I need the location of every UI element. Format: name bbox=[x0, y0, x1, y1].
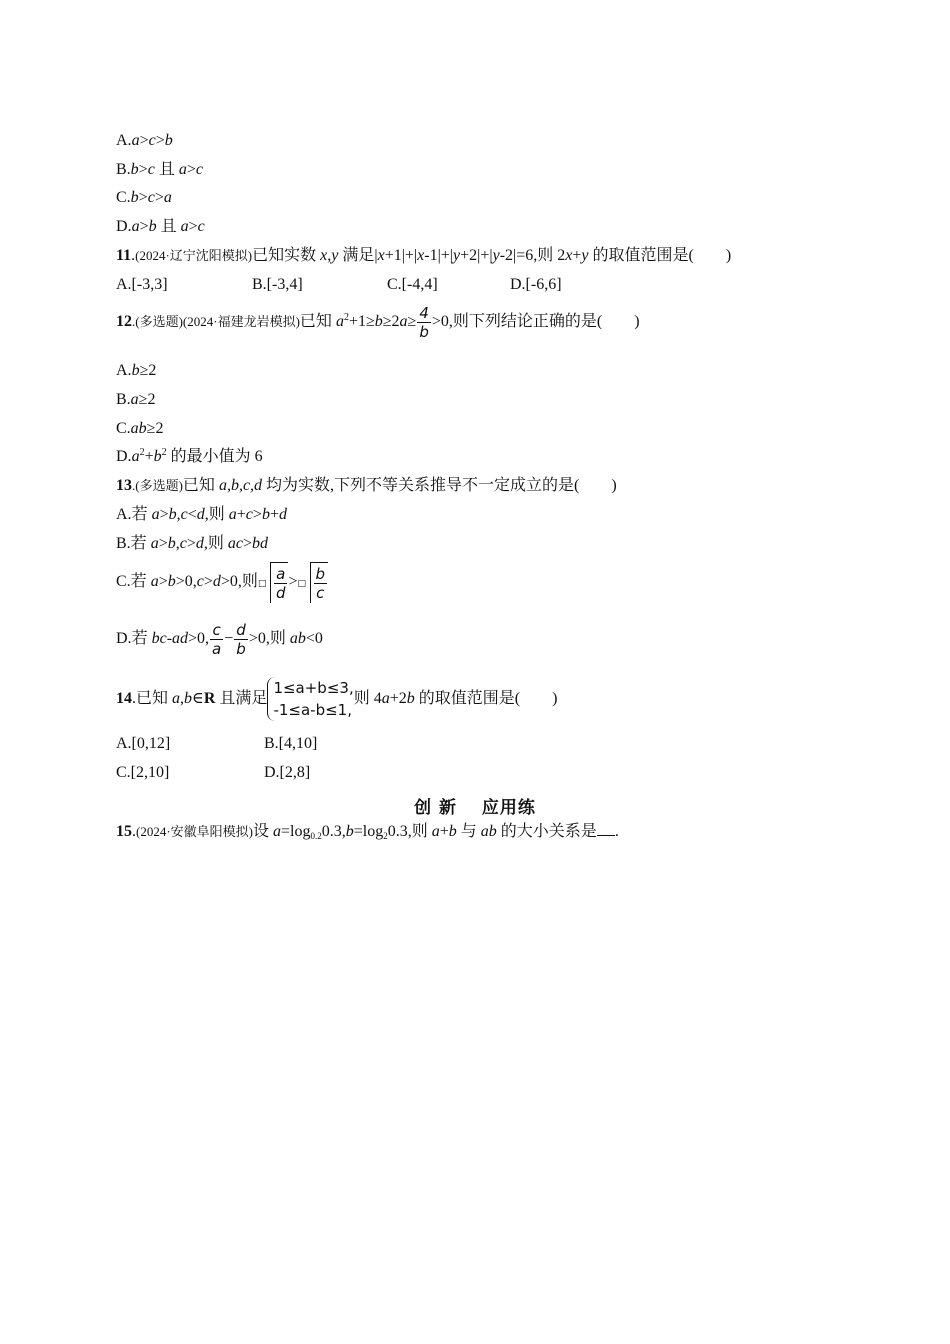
q12-option-c[interactable]: C.ab≥2 bbox=[116, 420, 164, 437]
q13-number: 13 bbox=[116, 477, 132, 494]
q13-option-c[interactable]: C.若 a>b>0,c>d>0,则 □ $\frac{a}{d}$ > □ $\frac{b}{c}$ bbox=[116, 562, 328, 603]
q10-option-a[interactable]: A.a>c>b bbox=[116, 132, 173, 149]
q12-option-a[interactable]: A.b≥2 bbox=[116, 362, 157, 379]
q11-option-d[interactable]: D.[-6,6] bbox=[510, 276, 562, 293]
q13-option-d[interactable]: D.若 bc-ad>0, $\frac{c}{a}$ − $\frac{d}{b}$ >0,则 ab<0 bbox=[116, 620, 323, 658]
q12-fraction: $\frac{4}{b}$ bbox=[419, 304, 429, 341]
q15-stem: 15.(2024·安徽阜阳模拟)设 $a=\log_{0.2}0.3,b=\log_20.3$,则 a+b 与 ab 的大小关系是 . bbox=[116, 823, 619, 841]
q14-stem: 14.已知 a,b∈R 且满足 1≤a+b≤3, -1≤a-b≤1, 则 4a+2b 的取值范围是( ) bbox=[116, 679, 558, 720]
q14-inequality-system: 1≤a+b≤3, -1≤a-b≤1, bbox=[267, 677, 353, 721]
q14-option-b[interactable]: B.[4,10] bbox=[264, 735, 318, 752]
q10-option-c[interactable]: C.b>c>a bbox=[116, 189, 172, 206]
section-heading: 创 新 应用练 bbox=[414, 798, 536, 818]
q10-option-d[interactable]: D.a>b 且 a>c bbox=[116, 218, 205, 235]
q12-source: (2024·福建龙岩模拟) bbox=[182, 314, 300, 330]
q14-options-row2 bbox=[116, 763, 310, 783]
q12-number: 12 bbox=[116, 313, 132, 331]
q13-option-b[interactable]: B.若 a>b,c>d,则 ac>bd bbox=[116, 535, 269, 552]
q13-stem: 13.(多选题)已知 a,b,c,d 均为实数,下列不等关系推导不一定成立的是( ) bbox=[116, 477, 617, 494]
q10-option-b[interactable]: B.b>c 且 a>c bbox=[116, 161, 203, 178]
q12-option-b[interactable]: B.a≥2 bbox=[116, 391, 156, 408]
q14-option-a[interactable]: A.[0,12] bbox=[116, 735, 171, 752]
q12-stem: 12.(多选题)(2024·福建龙岩模拟)已知 $a^2+1\ge b\ge 2a\ge$ $\frac{4}{b}$ >0,则下列结论正确的是( ) bbox=[116, 304, 640, 341]
q14-options-row1 bbox=[116, 734, 317, 754]
q14-option-d[interactable]: D.[2,8] bbox=[264, 764, 311, 781]
q11-number: 11 bbox=[116, 247, 132, 264]
q14-option-c[interactable]: C.[2,10] bbox=[116, 764, 170, 781]
q11-stem: 11.(2024·辽宁沈阳模拟)已知实数 x,y 满足|x+1|+|x-1|+|y+2|+|y-2|=6,则 2x+y 的取值范围是( ) bbox=[116, 247, 732, 264]
q13-option-a[interactable]: A.若 a>b,c<d,则 a+c>b+d bbox=[116, 506, 287, 523]
q11-option-b[interactable]: B.[-3,4] bbox=[252, 276, 303, 293]
q15-number: 15 bbox=[116, 823, 132, 840]
q11-source: (2024·辽宁沈阳模拟) bbox=[135, 248, 253, 263]
q14-number: 14 bbox=[116, 690, 132, 707]
q15-source: (2024·安徽阜阳模拟) bbox=[136, 824, 253, 839]
q11-option-a[interactable]: A.[-3,3] bbox=[116, 276, 168, 293]
radical-a-over-d: □ $\frac{a}{d}$ bbox=[258, 562, 289, 603]
q15-answer-blank[interactable] bbox=[597, 821, 615, 836]
q11-option-c[interactable]: C.[-4,4] bbox=[387, 276, 438, 293]
q12-option-d[interactable]: $D.a^2+b^2$ 的最小值为 6 bbox=[116, 447, 263, 465]
radical-b-over-c: □ $\frac{b}{c}$ bbox=[298, 562, 329, 603]
q11-options bbox=[116, 275, 562, 295]
